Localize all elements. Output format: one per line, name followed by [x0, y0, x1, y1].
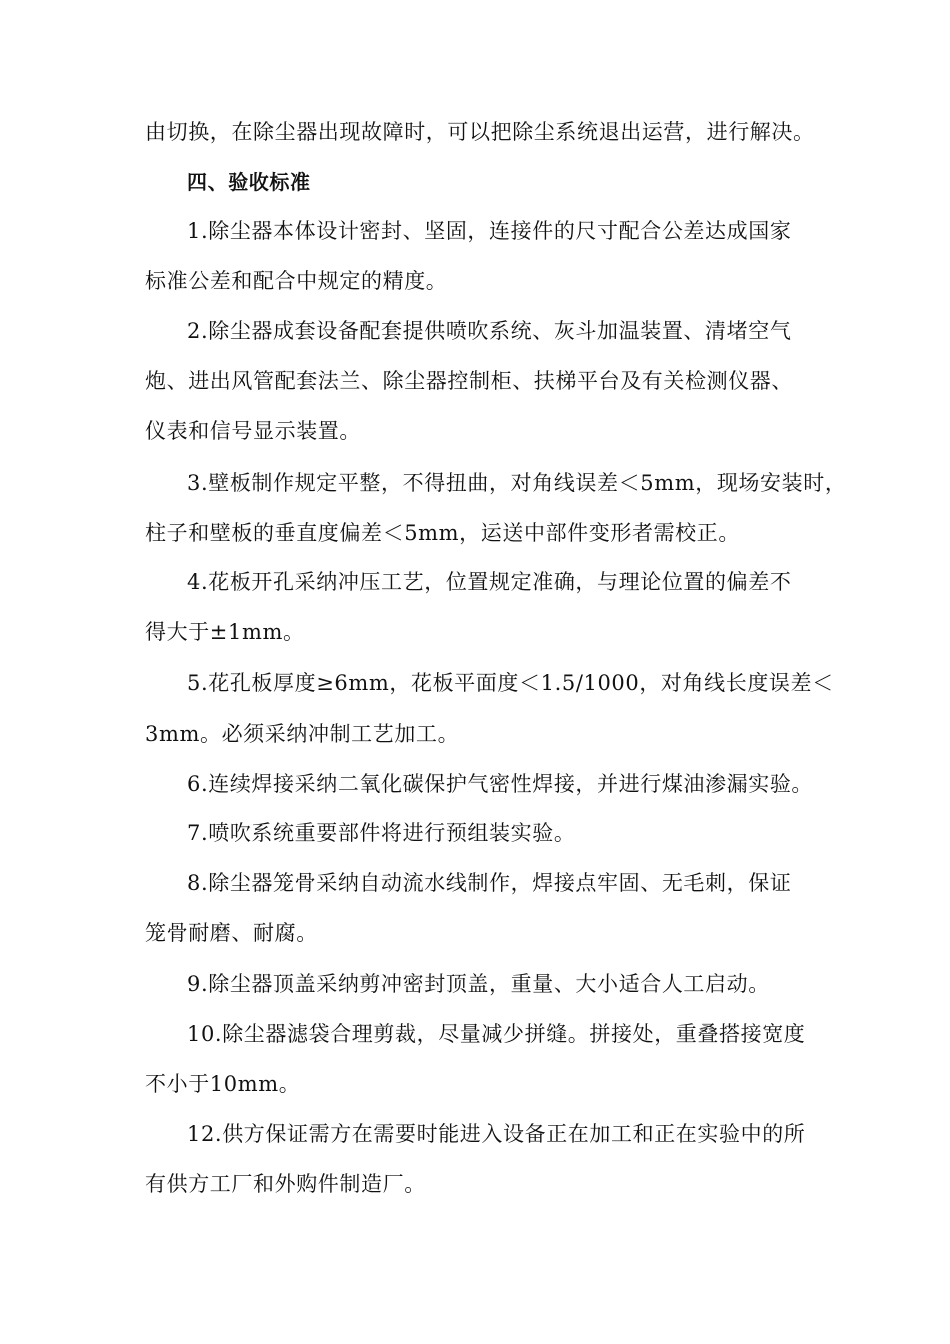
section-heading: 四、验收标准 [187, 170, 311, 194]
list-item-6: 6.连续焊接采纳二氧化碳保护气密性焊接，并进行煤油渗漏实验。 [187, 772, 814, 796]
text-line-continuation: 由切换，在除尘器出现故障时，可以把除尘系统退出运营，进行解决。 [145, 120, 815, 144]
list-item-1-line-2: 标准公差和配合中规定的精度。 [145, 269, 448, 293]
list-item-12-line-1: 12.供方保证需方在需要时能进入设备正在加工和正在实验中的所 [187, 1122, 806, 1146]
list-item-5-line-2: 3mm。必须采纳冲制工艺加工。 [145, 722, 460, 746]
list-item-3-line-2: 柱子和壁板的垂直度偏差＜5mm，运送中部件变形者需校正。 [145, 521, 740, 545]
list-item-2-line-1: 2.除尘器成套设备配套提供喷吹系统、灰斗加温装置、清堵空气 [187, 319, 792, 343]
list-item-5-line-1: 5.花孔板厚度≥6mm，花板平面度＜1.5/1000，对角线长度误差＜ [187, 671, 834, 695]
list-item-8-line-1: 8.除尘器笼骨采纳自动流水线制作，焊接点牢固、无毛刺，保证 [187, 871, 792, 895]
list-item-10-line-2: 不小于10mm。 [145, 1072, 301, 1096]
list-item-2-line-3: 仪表和信号显示装置。 [145, 419, 361, 443]
list-item-4-line-2: 得大于±1mm。 [145, 620, 305, 644]
list-item-12-line-2: 有供方工厂和外购件制造厂。 [145, 1172, 426, 1196]
list-item-10-line-1: 10.除尘器滤袋合理剪裁，尽量减少拼缝。拼接处，重叠搭接宽度 [187, 1022, 806, 1046]
list-item-1-line-1: 1.除尘器本体设计密封、坚固，连接件的尺寸配合公差达成国家 [187, 219, 792, 243]
list-item-8-line-2: 笼骨耐磨、耐腐。 [145, 921, 318, 945]
list-item-9: 9.除尘器顶盖采纳剪冲密封顶盖，重量、大小适合人工启动。 [187, 972, 770, 996]
list-item-7: 7.喷吹系统重要部件将进行预组装实验。 [187, 821, 576, 845]
list-item-4-line-1: 4.花板开孔采纳冲压工艺，位置规定准确，与理论位置的偏差不 [187, 570, 792, 594]
list-item-3-line-1: 3.壁板制作规定平整，不得扭曲，对角线误差＜5mm，现场安装时， [187, 471, 847, 495]
list-item-2-line-2: 炮、进出风管配套法兰、除尘器控制柜、扶梯平台及有关检测仪器、 [145, 369, 793, 393]
